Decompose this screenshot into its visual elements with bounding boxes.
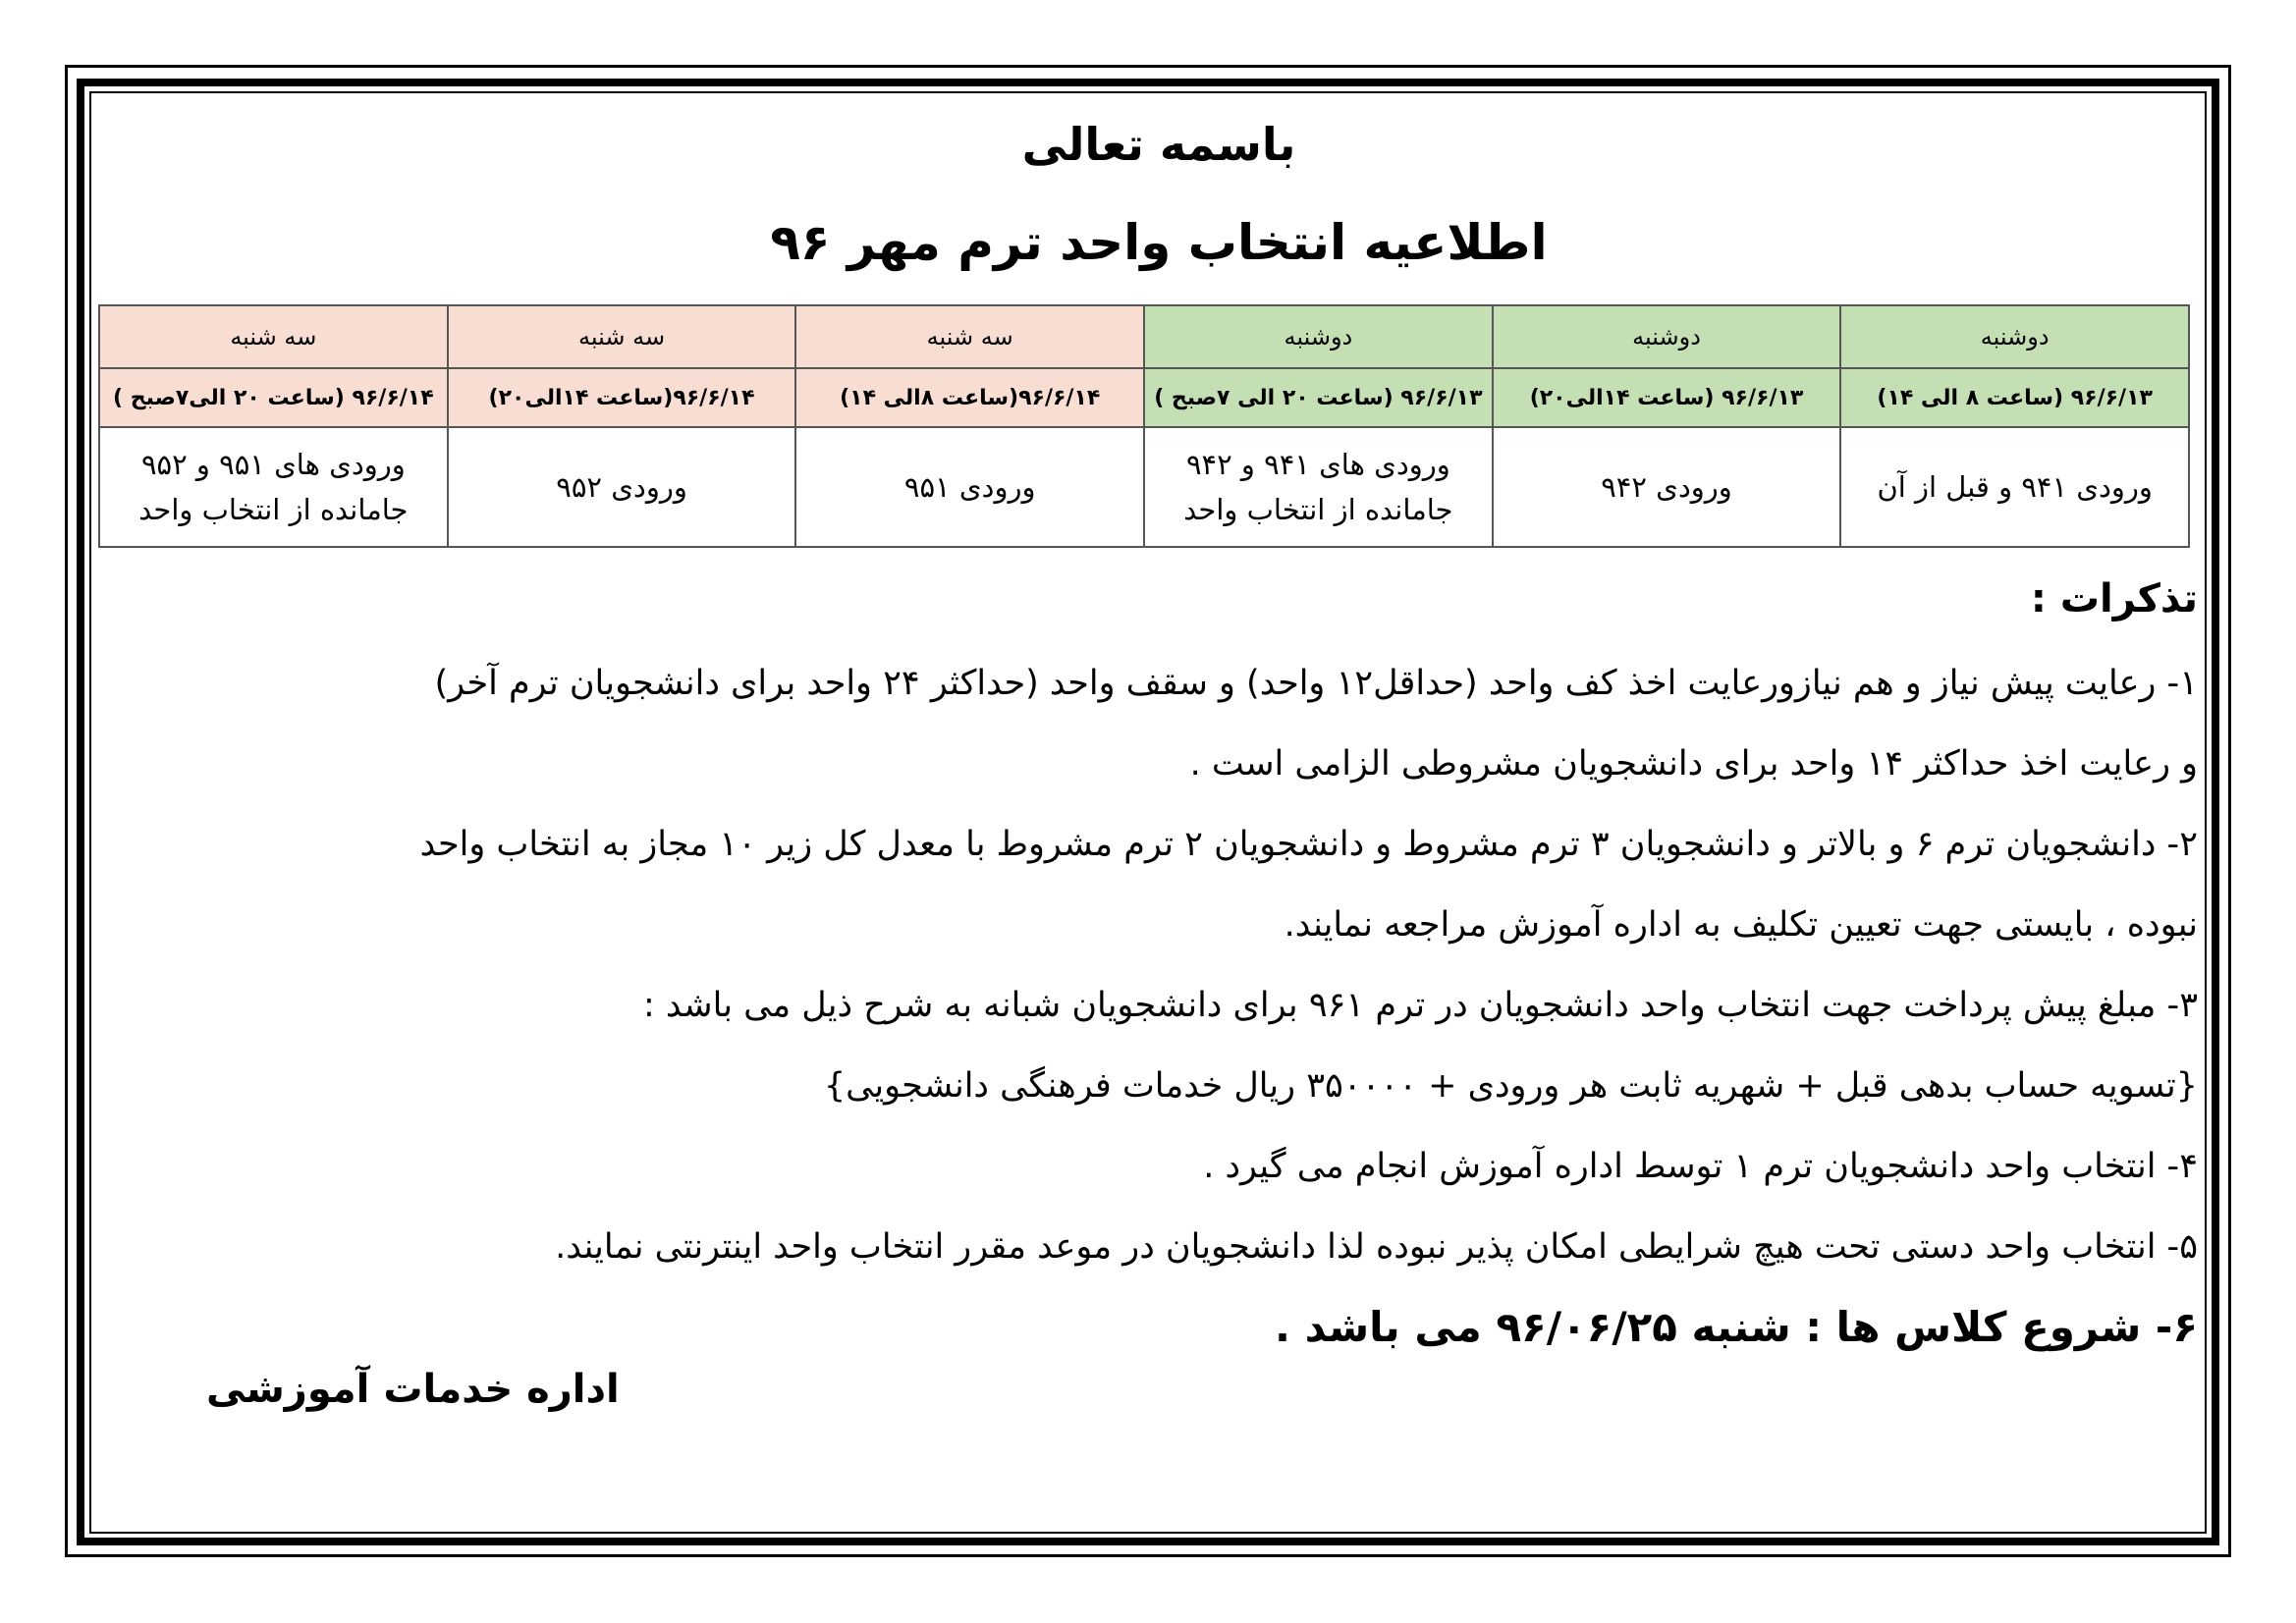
note-2-line-1: ۲- دانشجویان ترم ۶ و بالاتر و دانشجویان ۳ ترم مشروط و دانشجویان ۲ ترم مشروط با معدل کل زیر ۱۰ مجاز به انتخاب واحد [419,825,2198,864]
entry-cell [1144,427,1493,547]
entry-line: ورودی ۹۵۲ [556,470,687,504]
entry-line: ورودی ۹۵۱ [903,470,1036,504]
note-3-line-2: {تسویه حساب بدهی قبل + شهریه ثابت هر ورودی + ۳۵۰۰۰۰ ریال خدمات فرهنگی دانشجویی} [823,1066,2198,1106]
time-cell: ۹۶/۶/۱۳ (ساعت ۸ الی ۱۴) [1840,368,2189,427]
registration-schedule-table [98,304,2190,548]
announcement-title: اطلاعیه انتخاب واحد ترم مهر ۹۶ [770,214,1548,271]
entry-line: ورودی های ۹۴۱ و ۹۴۲ [1185,448,1450,481]
entry-cell [448,427,796,547]
time-cell: ۹۶/۶/۱۳ (ساعت ۱۴الی۲۰) [1493,368,1841,427]
note-3-line-1: ۳- مبلغ پیش پرداخت جهت انتخاب واحد دانشجویان در ترم ۹۶۱ برای دانشجویان شبانه به شرح ذیل می باشد : [643,986,2198,1025]
entry-cell [99,427,448,547]
note-4: ۴- انتخاب واحد دانشجویان ترم ۱ توسط اداره آموزش انجام می گیرد . [1203,1147,2198,1186]
day-cell: سه شنبه [99,305,448,368]
invocation-heading: باسمه تعالی [1021,118,1296,171]
note-6-class-start: ۶- شروع کلاس ها : شنبه ۹۶/۰۶/۲۵ می باشد . [1275,1303,2198,1351]
time-cell: ۹۶/۶/۱۴(ساعت ۸الی ۱۴) [795,368,1144,427]
day-cell: دوشنبه [1840,305,2189,368]
time-cell: ۹۶/۶/۱۳ (ساعت ۲۰ الی ۷صبح ) [1144,368,1493,427]
note-1-line-2: و رعایت اخذ حداکثر ۱۴ واحد برای دانشجویان مشروطی الزامی است . [1189,744,2198,784]
entry-line: ورودی های ۹۵۱ و ۹۵۲ [140,448,406,481]
signature-office-name: اداره خدمات آموزشی [206,1367,620,1412]
schedule-entry-row [99,427,2189,547]
entry-line: جامانده از انتخاب واحد [138,493,409,526]
day-cell: دوشنبه [1493,305,1841,368]
time-cell: ۹۶/۶/۱۴ (ساعت ۲۰ الی۷صبح ) [99,368,448,427]
announcement-document [108,98,2210,1512]
schedule-day-row [99,305,2189,368]
entry-cell [1493,427,1841,547]
day-cell: سه شنبه [795,305,1144,368]
day-cell: دوشنبه [1144,305,1493,368]
entry-cell [1840,427,2189,547]
day-cell: سه شنبه [448,305,796,368]
note-1-line-1: ۱- رعایت پیش نیاز و هم نیازورعایت اخذ کف واحد (حداقل۱۲ واحد) و سقف واحد (حداکثر ۲۴ واحد برای دانشجویان ترم آخر) [434,664,2198,703]
entry-cell [795,427,1144,547]
note-5: ۵- انتخاب واحد دستی تحت هیچ شرایطی امکان پذیر نبوده لذا دانشجویان در موعد مقرر انتخاب واحد اینترنتی نمایند. [555,1227,2198,1267]
time-cell: ۹۶/۶/۱۴(ساعت ۱۴الی۲۰) [448,368,796,427]
note-2-line-2: نبوده ، بایستی جهت تعیین تکلیف به اداره آموزش مراجعه نمایند. [1284,905,2198,945]
notes-heading: تذکرات : [2030,576,2198,622]
entry-line: جامانده از انتخاب واحد [1183,493,1453,526]
entry-line: ورودی ۹۴۲ [1601,470,1732,504]
entry-line: ورودی ۹۴۱ و قبل از آن [1877,470,2153,504]
schedule-time-row [99,368,2189,427]
